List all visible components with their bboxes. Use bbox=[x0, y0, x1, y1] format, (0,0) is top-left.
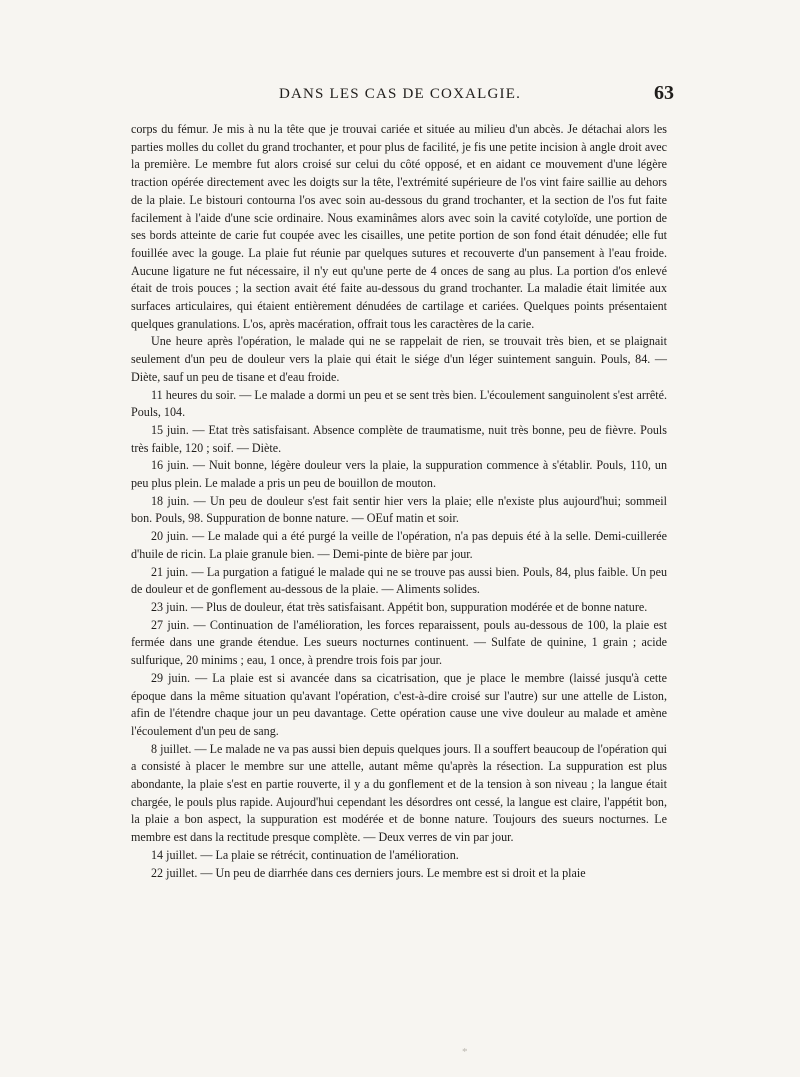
paragraph: corps du fémur. Je mis à nu la tête que je trouvai cariée et située au milieu d'un abcès. Je détachai alors les parties molles du collet du grand trochanter, et pour plus de facilité, je fis une petite incision à angle droit avec la première. Le membre fut alors croisé sur celui du côté opposé, et en aidant ce mouvement d'une légère traction opérée directement avec les doigts sur la tête, l'extrémité supérieure de l'os vint faire saillie au dehors de la plaie. Le bistouri contourna l'os avec soin au-dessous du grand trochanter, et la section de l'os fut faite facilement à l'aide d'une scie ordinaire. Nous examinâmes alors avec soin la cavité cotyloïde, une portion de ses bords atteinte de carie fut coupée avec les cisailles, une petite portion de son fond était dénudée; elle fut fouillée avec la gouge. La plaie fut réunie par quelques sutures et recouverte d'un pansement à l'eau froide. Aucune ligature ne fut nécessaire, il n'y eut qu'une perte de 4 onces de sang au plus. La portion d'os enlevé était de trois pouces ; la section avait été faite au-dessous du grand trochanter. La maladie était limitée aux surfaces articulaires, qui étaient entièrement dénudées de cartilage et cariées. Quelques points présentaient quelques granulations. L'os, après macération, offrait tous les caractères de la carie. bbox=[131, 122, 667, 331]
page-number: 63 bbox=[654, 82, 674, 104]
body-text bbox=[131, 121, 667, 882]
page-header bbox=[128, 82, 674, 108]
paragraph: 18 juin. — Un peu de douleur s'est fait sentir hier vers la plaie; elle n'existe plus aujourd'hui; sommeil bon. Pouls, 98. Suppuration de bonne nature. — OEuf matin et soir. bbox=[131, 493, 667, 526]
paragraph: 20 juin. — Le malade qui a été purgé la veille de l'opération, n'a pas depuis été à la selle. Demi-cuillerée d'huile de ricin. La plaie granule bien. — Demi-pinte de bière par jour. bbox=[131, 529, 667, 561]
paragraph: Une heure après l'opération, le malade qui ne se rappelait de rien, se trouvait très bien, et se plaignait seulement d'un peu de douleur vers la plaie qui était le siége d'un léger suintement sanguin. Pouls, 84. — Diète, sauf un peu de tisane et d'eau froide. bbox=[131, 334, 667, 384]
paragraph: 29 juin. — La plaie est si avancée dans sa cicatrisation, que je place le membre (laissé jusqu'à cette époque dans la même situation qu'avant l'opération, c'est-à-dire croisé sur l'autre) sur une attelle de Liston, afin de l'étendre chaque jour un peu davantage. Cette opération cause une vive douleur au malade et amène l'écoulement d'un peu de sang. bbox=[131, 670, 667, 738]
paragraph: 14 juillet. — La plaie se rétrécit, continuation de l'amélioration. bbox=[151, 847, 459, 862]
paragraph: 27 juin. — Continuation de l'amélioration, les forces reparaissent, pouls au-dessous de 100, la plaie est fermée dans une grande étendue. Les sueurs nocturnes continuent. — Sulfate de quinine, 1 grain ; acide sulfurique, 20 minims ; eau, 1 once, à prendre trois fois par jour. bbox=[131, 617, 667, 668]
paragraph: 8 juillet. — Le malade ne va pas aussi bien depuis quelques jours. Il a souffert beaucoup de l'opération qui a consisté à placer le membre sur une attelle, autant même qu'après la résection. La suppuration est plus abondante, la plaie s'est en partie rouverte, il y a du gonflement et de la tension à son niveau ; la langue était chargée, le pouls plus rapide. Aujourd'hui cependant les désordres ont cessé, la langue est claire, l'appétit bon, la plaie a bon aspect, la suppuration est modérée et de bonne nature. Toujours des sueurs nocturnes. Le membre est dans la rectitude presque complète. — Deux verres de vin par jour. bbox=[131, 741, 667, 845]
paragraph: 22 juillet. — Un peu de diarrhée dans ces derniers jours. Le membre est si droit et la plaie bbox=[151, 865, 586, 880]
paragraph: 21 juin. — La purgation a fatigué le malade qui ne se trouve pas aussi bien. Pouls, 84, plus faible. Un peu de douleur et de gonflement au-dessous de la plaie. — Aliments solides. bbox=[131, 564, 667, 597]
footer-mark: * bbox=[462, 1046, 468, 1058]
running-title: DANS LES CAS DE COXALGIE. bbox=[278, 86, 522, 102]
paragraph: 23 juin. — Plus de douleur, état très satisfaisant. Appétit bon, suppuration modérée et de bonne nature. bbox=[151, 599, 648, 614]
paragraph: 15 juin. — Etat très satisfaisant. Absence complète de traumatisme, nuit très bonne, peu de fièvre. Pouls très faible, 120 ; soif. — Diète. bbox=[131, 422, 667, 455]
paragraph: 16 juin. — Nuit bonne, légère douleur vers la plaie, la suppuration commence à s'établir. Pouls, 110, un peu plus plein. Le malade a pris un peu de bouillon de mouton. bbox=[131, 458, 667, 491]
paragraph: 11 heures du soir. — Le malade a dormi un peu et se sent très bien. L'écoulement sanguinolent s'est arrêté. Pouls, 104. bbox=[131, 387, 667, 420]
